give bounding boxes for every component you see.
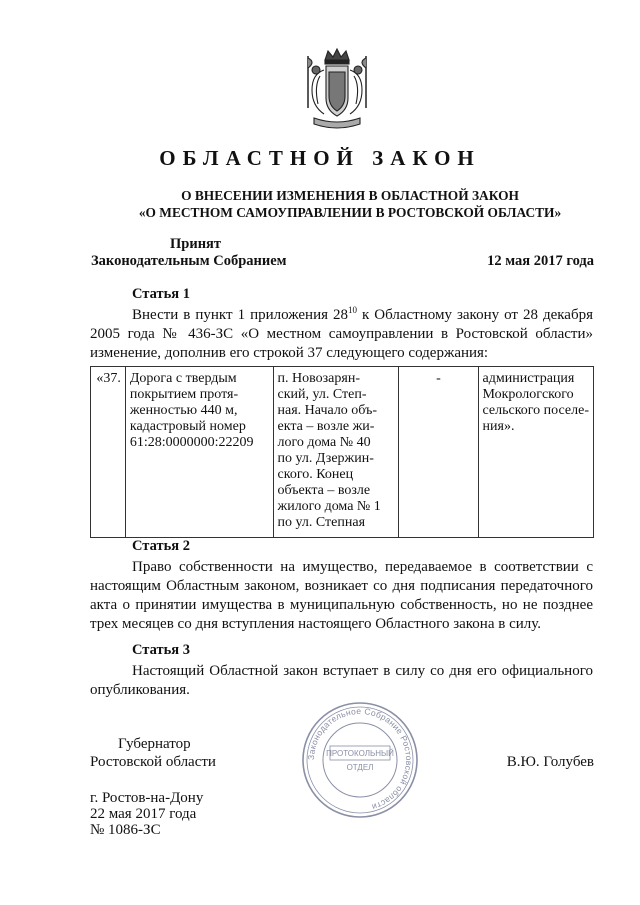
coat-of-arms-emblem <box>302 46 372 132</box>
article-3-heading: Статья 3 <box>132 642 190 658</box>
article-2-body: Право собственности на имущество, передаваемое в соответствии с настоящим Областным законом, возникает со дня подписания передаточного акта о принятии имущества в муниципальную собственность, но не позднее трех месяцев со дня вступления настоящего Областного закона в силу. <box>90 559 593 632</box>
article-2-heading: Статья 2 <box>132 538 190 554</box>
article-3-body: Настоящий Областной закон вступает в силу со дня его официального опубликования. <box>90 663 593 698</box>
owner-line: администрация <box>482 371 575 386</box>
issue-date: 22 мая 2017 года <box>90 806 197 822</box>
dash-value: - <box>436 371 441 386</box>
issue-place: г. Ростов-на-Дону <box>90 790 204 806</box>
object-line: покрытием протя- <box>129 387 239 402</box>
location-line: по ул. Степная <box>277 515 366 530</box>
object-line: Дорога с твердым <box>129 371 237 386</box>
row-number-cell <box>91 367 126 538</box>
seal-center-line-2: ОТДЕЛ <box>346 763 374 772</box>
location-line: ский, ул. Степ- <box>277 387 367 402</box>
article-1-superscript: 10 <box>348 305 358 315</box>
table-row <box>91 367 594 538</box>
adopted-label: Принят <box>170 236 222 252</box>
object-line: кадастровый номер <box>129 419 246 434</box>
location-line: ная. Начало объ- <box>277 403 377 418</box>
issue-details <box>90 790 203 838</box>
location-line: екта – возле жи- <box>277 419 375 434</box>
location-line: жилого дома № 1 <box>277 499 381 514</box>
seal-center-line-1: ПРОТОКОЛЬНЫЙ <box>326 749 394 758</box>
svg-text:Законодательное Собрание Росто <box>306 706 414 812</box>
subtitle-line-2: «О МЕСТНОМ САМОУПРАВЛЕНИИ В РОСТОВСКОЙ ОБЛАСТИ» <box>138 205 562 220</box>
law-title: ОБЛАСТНОЙ ЗАКОН <box>159 146 481 170</box>
owner-line: ния». <box>482 419 515 434</box>
dash-cell <box>399 367 478 538</box>
subtitle-line-1: О ВНЕСЕНИИ ИЗМЕНЕНИЯ В ОБЛАСТНОЙ ЗАКОН <box>181 188 519 203</box>
signatory-name: В.Ю. Голубев <box>506 754 594 770</box>
location-cell <box>273 367 399 538</box>
article-3-text <box>90 662 593 700</box>
object-line: женностью 440 м, <box>129 403 238 418</box>
owner-cell <box>478 367 593 538</box>
article-1-heading: Статья 1 <box>132 286 190 302</box>
owner-line: сельского поселе- <box>482 403 589 418</box>
location-line: ского. Конец <box>277 467 354 482</box>
article-1-text <box>90 306 593 363</box>
official-seal-stamp <box>300 700 420 820</box>
amendment-table <box>90 366 594 538</box>
law-number: № 1086-ЗС <box>90 822 161 838</box>
article-2-text <box>90 558 593 634</box>
seal-ring-text: Законодательное Собрание Ростовской области <box>305 705 415 813</box>
signatory-title-2: Ростовской области <box>90 754 216 770</box>
location-line: объекта – возле <box>277 483 371 498</box>
adopted-by: Законодательным Собранием <box>91 253 287 269</box>
row-number: «37. <box>96 371 121 386</box>
law-subtitle <box>60 187 640 221</box>
location-line: п. Новозарян- <box>277 371 360 386</box>
signatory-title-1: Губернатор <box>118 736 191 752</box>
object-line: 61:28:0000000:22209 <box>129 435 254 450</box>
adopted-date: 12 мая 2017 года <box>487 253 594 269</box>
owner-line: Мокрологского <box>482 387 574 402</box>
location-line: лого дома № 40 <box>277 435 371 450</box>
article-1-text-start: Внести в пункт 1 приложения 28 <box>132 307 349 323</box>
object-cell <box>125 367 273 538</box>
location-line: по ул. Дзержин- <box>277 451 374 466</box>
article-1-text-end: к Областному закону от 28 декабря 2005 года № 436-ЗС «О местном самоуправлении в Ростовской области» изменение, дополнив его строкой 37 следующего содержания: <box>90 307 593 361</box>
